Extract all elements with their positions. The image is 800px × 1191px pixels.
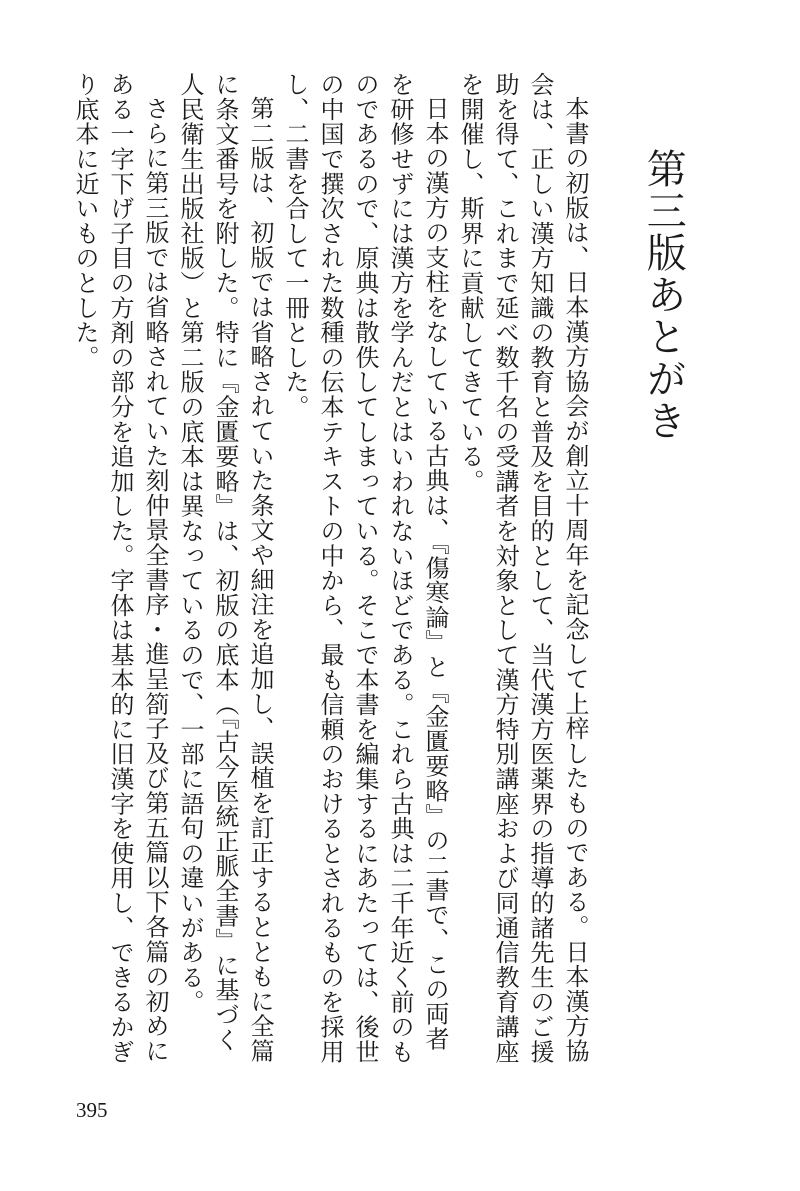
page-number: 395 <box>76 1098 108 1122</box>
paragraph: 本書の初版は、日本漢方協会が創立十周年を記念して上梓したものである。日本漢方協会は、正しい漢方知識の教育と普及を目的として、当代漢方医薬界の指導的諸先生のご援助を得て、これまで延べ数千名の受講者を対象として漢方特別講座および同通信教育講座を開催し、斯界に貢献してきている。 <box>456 72 589 1064</box>
page-title: 第三版あとがき <box>640 148 687 442</box>
paragraph: 日本の漢方の支柱をなしている古典は、『傷寒論』と『金匱要略』の二書で、この両者を研修せずには漢方を学んだとはいわれないほどである。これら古典は二千年近く前のものであるので、原典は散佚してしまっている。そこで本書を編集するにあたっては、後世の中国で撰次された数種の伝本テキストの中から、最も信頼のおけるとされるものを採用し、二書を合して一冊とした。 <box>281 72 449 1064</box>
paragraph: 第二版は、初版では省略されていた条文や細注を追加し、誤植を訂正するとともに全篇に条文番号を附した。特に『金匱要略』は、初版の底本（『古今医統正脈全書』に基づく人民衛生出版社版）と第二版の底本は異なっているので、一部に語句の違いがある。 <box>176 72 274 1064</box>
paragraph: さらに第三版では省略されていた刻仲景全書序・進呈箚子及び第五篇以下各篇の初めにある一字下げ子目の方剤の部分を追加した。字体は基本的に旧漢字を使用し、できるかぎり底本に近いものとした。 <box>71 72 169 1064</box>
afterword-body <box>32 72 592 1072</box>
